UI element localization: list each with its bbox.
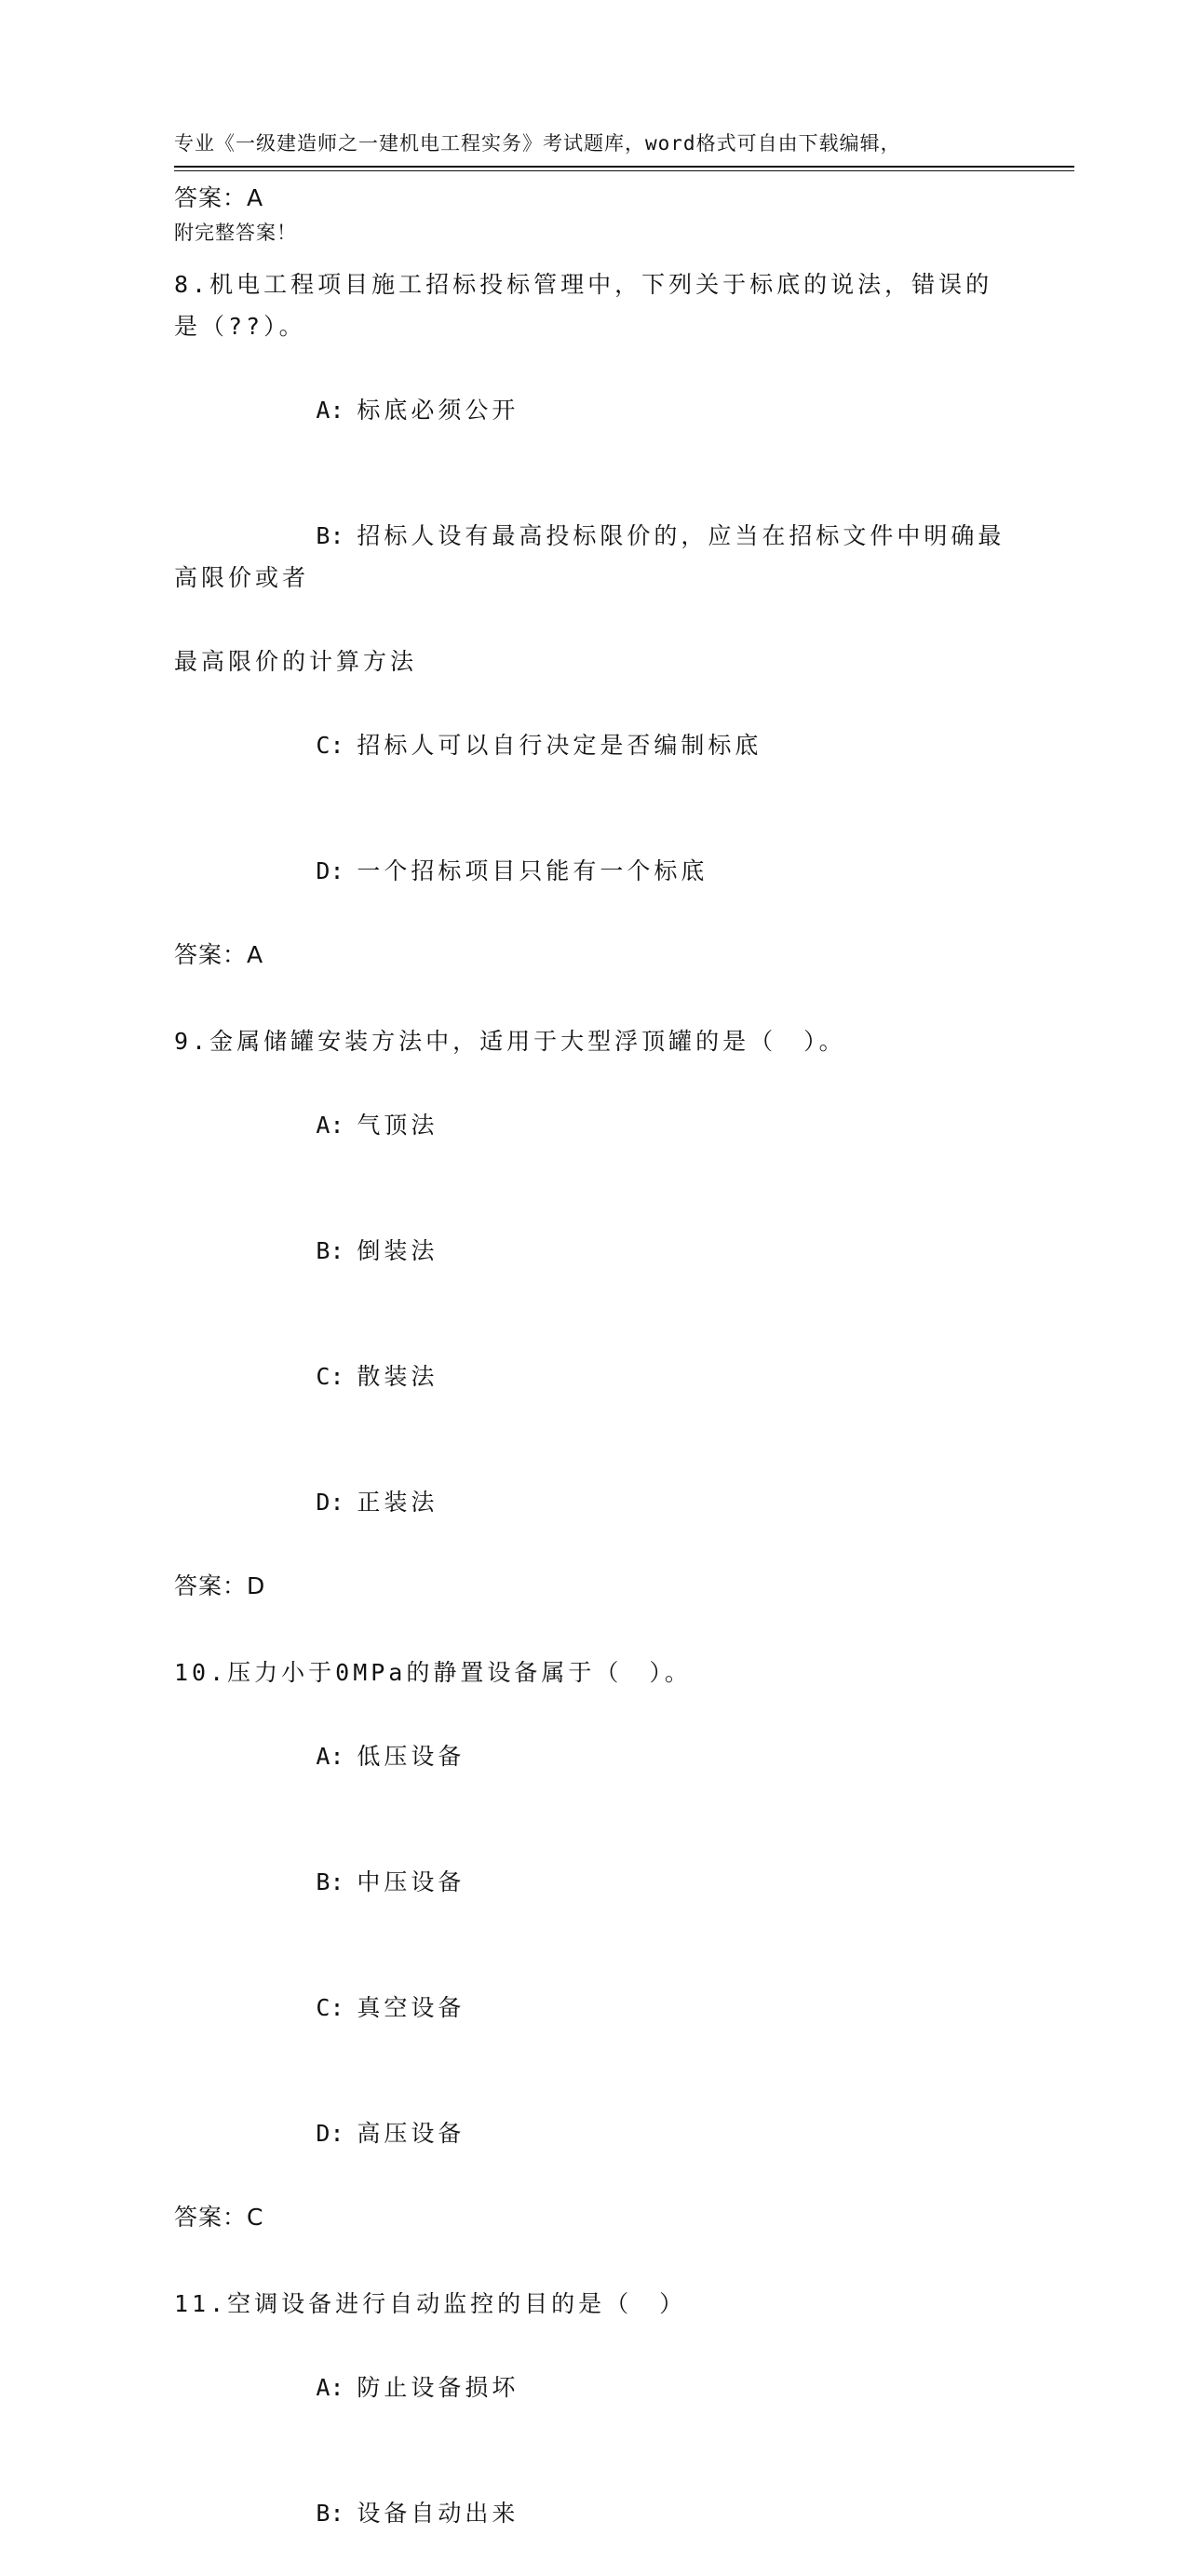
option-letter: A: — [316, 397, 344, 424]
question-text: 9.金属储罐安装方法中，适用于大型浮顶罐的是（ ）。 — [174, 1028, 846, 1055]
option-letter: D: — [316, 2120, 344, 2147]
option-text: 设备自动出来 — [357, 2500, 519, 2527]
header-divider-thick — [174, 166, 1074, 168]
option-c — [174, 1314, 1012, 1439]
option-text: 气顶法 — [357, 1112, 438, 1139]
option-text: 倒装法 — [357, 1237, 438, 1264]
option-letter: A: — [316, 2374, 344, 2401]
question-block — [174, 1020, 1012, 1608]
option-a — [174, 347, 1012, 473]
option-letter: A: — [316, 1112, 344, 1139]
option-text: 散装法 — [357, 1363, 438, 1390]
option-text: 中压设备 — [357, 1868, 465, 1895]
option-letter: A: — [316, 1743, 344, 1770]
option-b — [174, 2450, 1012, 2576]
question-block — [174, 263, 1012, 977]
option-letter: C: — [316, 1363, 344, 1390]
option-d — [174, 808, 1012, 934]
option-letter: B: — [316, 522, 344, 549]
option-a — [174, 2325, 1012, 2450]
option-b — [174, 1819, 1012, 1945]
option-d — [174, 2070, 1012, 2196]
option-text: 正装法 — [357, 1489, 438, 1516]
option-letter: C: — [316, 1994, 344, 2021]
option-letter: B: — [316, 1237, 344, 1264]
header-divider-thin — [174, 170, 1074, 171]
option-text: 招标人设有最高投标限价的，应当在招标文件中明确最高限价或者 — [174, 522, 1005, 591]
option-letter: B: — [316, 2500, 344, 2527]
spacer — [174, 2239, 1012, 2283]
option-text: 招标人可以自行决定是否编制标底 — [357, 732, 762, 759]
option-a — [174, 1693, 1012, 1819]
option-b — [174, 473, 1012, 641]
header-line-2: 附完整答案！ — [174, 222, 297, 244]
question-text: 10.压力小于0MPa的静置设备属于（ ）。 — [174, 1659, 692, 1686]
spacer — [174, 220, 1012, 263]
spacer — [174, 977, 1012, 1020]
option-text: 标底必须公开 — [357, 397, 519, 424]
option-c — [174, 682, 1012, 808]
question-block — [174, 1652, 1012, 2239]
answer-label: 答案：A — [174, 184, 264, 211]
spacer — [174, 1608, 1012, 1652]
question-text-line: 8.机电工程项目施工招标投标管理中，下列关于标底的说法，错误的 — [174, 271, 993, 298]
document-body — [174, 177, 1012, 2576]
option-b-continued: 最高限价的计算方法 — [174, 648, 418, 675]
option-letter: D: — [316, 857, 344, 884]
option-b — [174, 1188, 1012, 1314]
answer-label: 答案：C — [174, 2204, 264, 2231]
option-letter: B: — [316, 1868, 344, 1895]
option-text: 低压设备 — [357, 1743, 465, 1770]
option-text: 防止设备损坏 — [357, 2374, 519, 2401]
option-letter: C: — [316, 732, 344, 759]
option-letter: D: — [316, 1489, 344, 1516]
option-text: 高压设备 — [357, 2120, 465, 2147]
answer-label: 答案：D — [174, 1572, 266, 1599]
answer-label: 答案：A — [174, 941, 264, 968]
option-text: 真空设备 — [357, 1994, 465, 2021]
question-block — [174, 2283, 1012, 2576]
question-text-line: 是（??）。 — [174, 313, 306, 340]
option-d — [174, 1439, 1012, 1565]
option-a — [174, 1062, 1012, 1188]
option-text: 一个招标项目只能有一个标底 — [357, 857, 708, 884]
question-text: 11.空调设备进行自动监控的目的是（ ） — [174, 2290, 687, 2317]
header-line-1: 专业《一级建造师之一建机电工程实务》考试题库，word格式可自由下载编辑， — [174, 132, 901, 155]
option-c — [174, 1945, 1012, 2070]
